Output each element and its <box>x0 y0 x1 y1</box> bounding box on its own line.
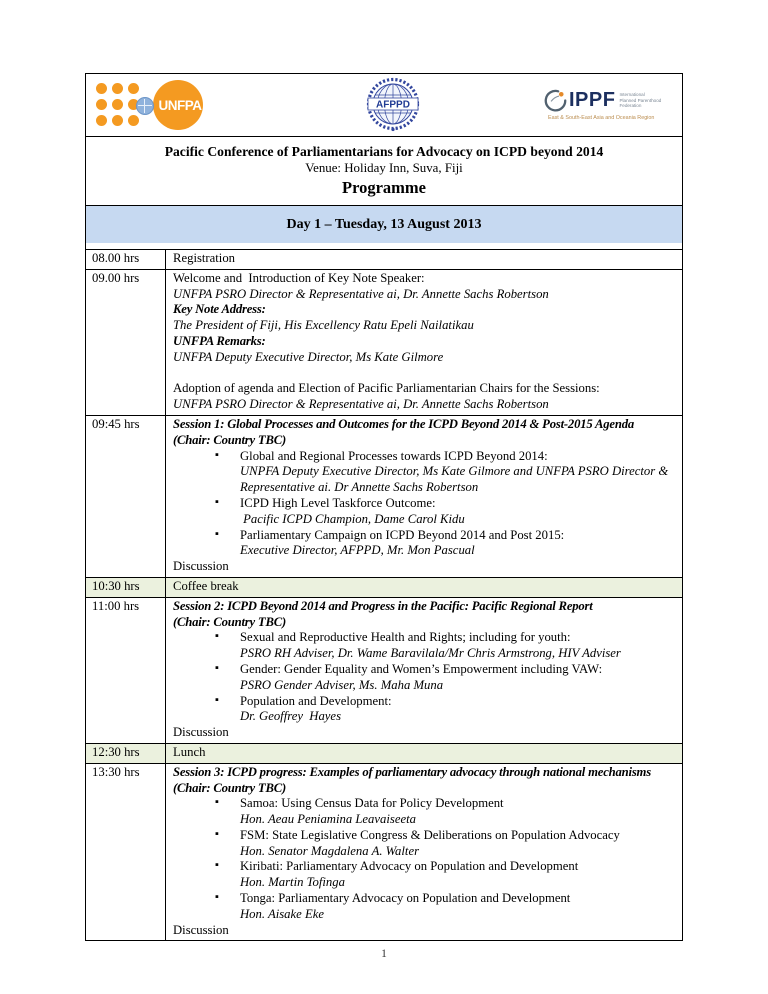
bullet-item: ▪ Global and Regional Processes towards ICPD Beyond 2014: <box>173 449 680 465</box>
table-row <box>86 764 682 941</box>
schedule-body <box>86 250 682 940</box>
text-line: PSRO Gender Adviser, Ms. Maha Muna <box>240 677 444 692</box>
text-line: UNFPA PSRO Director & Representative ai, Dr. Annette Sachs Robertson <box>173 286 549 301</box>
text-line: Executive Director, AFPPD, Mr. Mon Pascual <box>240 543 475 558</box>
bullet-item: ▪ Kiribati: Parliamentary Advocacy on Population and Development <box>173 859 680 875</box>
table-row <box>86 744 682 764</box>
unfpa-dots-icon <box>96 83 139 126</box>
text-line: Discussion <box>173 725 229 740</box>
day-header-spacer <box>86 243 682 249</box>
ippf-globe-icon <box>544 89 567 112</box>
page-number: 1 <box>381 948 387 961</box>
day-header-text: Day 1 – Tuesday, 13 August 2013 <box>86 206 682 243</box>
text-line: Session 3: ICPD progress: Examples of parliamentary advocacy through national mechanisms <box>173 764 651 779</box>
venue-line: Venue: Holiday Inn, Suva, Fiji <box>305 161 463 175</box>
ippf-org-line: International <box>619 92 645 98</box>
table-row <box>86 270 682 416</box>
text-line: UNPFA Deputy Executive Director, Ms Kate Gilmore and UNFPA PSRO Director & Representative ai. Dr Annette Sachs Robertson <box>240 464 672 495</box>
ippf-logo-text: IPPF <box>569 89 616 111</box>
content-cell <box>166 416 682 577</box>
bullet-item: ▪ Samoa: Using Census Data for Policy Development <box>173 796 680 812</box>
text-line: Coffee break <box>173 578 239 593</box>
time-cell: 09:45 hrs <box>86 416 166 577</box>
bullet-item: ▪ ICPD High Level Taskforce Outcome: <box>173 496 680 512</box>
bullet-item: ▪ Sexual and Reproductive Health and Rights; including for youth: <box>173 630 680 646</box>
content-cell <box>166 578 682 597</box>
time-cell: 10:30 hrs <box>86 578 166 597</box>
text-line: Discussion <box>173 559 229 574</box>
text-line: Adoption of agenda and Election of Pacific Parliamentarian Chairs for the Sessions: <box>173 381 600 396</box>
bullet-item: ▪ Parliamentary Campaign on ICPD Beyond 2014 and Post 2015: <box>173 528 680 544</box>
time-cell: 12:30 hrs <box>86 744 166 763</box>
text-line: Hon. Aeau Peniamina Leavaiseeta <box>240 812 416 827</box>
time-cell: 09.00 hrs <box>86 270 166 415</box>
un-globe-icon <box>136 97 154 115</box>
content-cell <box>166 744 682 763</box>
text-line: Welcome and Introduction of Key Note Speaker: <box>173 270 425 285</box>
table-row <box>86 250 682 270</box>
text-line: Session 1: Global Processes and Outcomes for the ICPD Beyond 2014 & Post-2015 Agenda <box>173 416 634 431</box>
afppd-logo <box>366 77 420 133</box>
time-cell: 13:30 hrs <box>86 764 166 941</box>
programme-table <box>85 73 683 941</box>
afppd-logo-text: AFPPD <box>376 99 410 111</box>
text-line: Lunch <box>173 744 206 759</box>
unfpa-logo <box>96 78 206 132</box>
bullet-item: ▪ Gender: Gender Equality and Women’s Empowerment including VAW: <box>173 662 680 678</box>
text-line <box>173 366 680 382</box>
text-line: Hon. Aisake Eke <box>240 906 324 921</box>
logo-row <box>86 74 682 137</box>
text-line: Pacific ICPD Champion, Dame Carol Kidu <box>240 511 465 526</box>
time-cell: 11:00 hrs <box>86 598 166 743</box>
text-line: Key Note Address: <box>173 302 266 317</box>
bullet-item: ▪ FSM: State Legislative Congress & Deliberations on Population Advocacy <box>173 828 680 844</box>
programme-heading: Programme <box>342 178 426 197</box>
ippf-org-line: Planned Parenthood <box>619 97 662 103</box>
day-header-row <box>86 206 682 250</box>
ippf-org-name <box>619 92 661 108</box>
text-line: (Chair: Country TBC) <box>173 614 287 629</box>
table-row <box>86 416 682 578</box>
text-line: The President of Fiji, His Excellency Ratu Epeli Nailatikau <box>173 318 474 333</box>
content-cell <box>166 764 682 941</box>
text-line: UNFPA Remarks: <box>173 333 266 348</box>
text-line: Registration <box>173 251 236 265</box>
ippf-org-line: Federation <box>619 103 642 109</box>
table-row <box>86 598 682 744</box>
unfpa-logo-text: UNFPA <box>158 97 202 113</box>
bullet-item: ▪ Tonga: Parliamentary Advocacy on Population and Development <box>173 891 680 907</box>
bullet-item: ▪ Population and Development: <box>173 694 680 710</box>
text-line: PSRO RH Adviser, Dr. Wame Baravilala/Mr Chris Armstrong, HIV Adviser <box>240 646 621 661</box>
text-line: UNFPA Deputy Executive Director, Ms Kate Gilmore <box>173 349 444 364</box>
ippf-region-text: East & South-East Asia and Oceania Region <box>548 115 655 121</box>
text-line: Discussion <box>173 922 229 937</box>
content-cell <box>166 598 682 743</box>
text-line: (Chair: Country TBC) <box>173 780 287 795</box>
content-cell <box>166 250 682 269</box>
conference-title: Pacific Conference of Parliamentarians for Advocacy on ICPD beyond 2014 <box>164 144 604 159</box>
text-line: UNFPA PSRO Director & Representative ai, Dr. Annette Sachs Robertson <box>173 397 549 412</box>
title-block <box>86 137 682 206</box>
unfpa-circle-icon <box>153 80 203 130</box>
ippf-logo <box>544 89 672 121</box>
table-row <box>86 578 682 598</box>
text-line: Hon. Martin Tofinga <box>240 875 345 890</box>
text-line: Hon. Senator Magdalena A. Walter <box>240 843 420 858</box>
text-line: (Chair: Country TBC) <box>173 432 287 447</box>
time-cell: 08.00 hrs <box>86 250 166 269</box>
content-cell <box>166 270 682 415</box>
text-line: Dr. Geoffrey Hayes <box>240 709 342 724</box>
text-line: Session 2: ICPD Beyond 2014 and Progress in the Pacific: Pacific Regional Report <box>173 598 593 613</box>
